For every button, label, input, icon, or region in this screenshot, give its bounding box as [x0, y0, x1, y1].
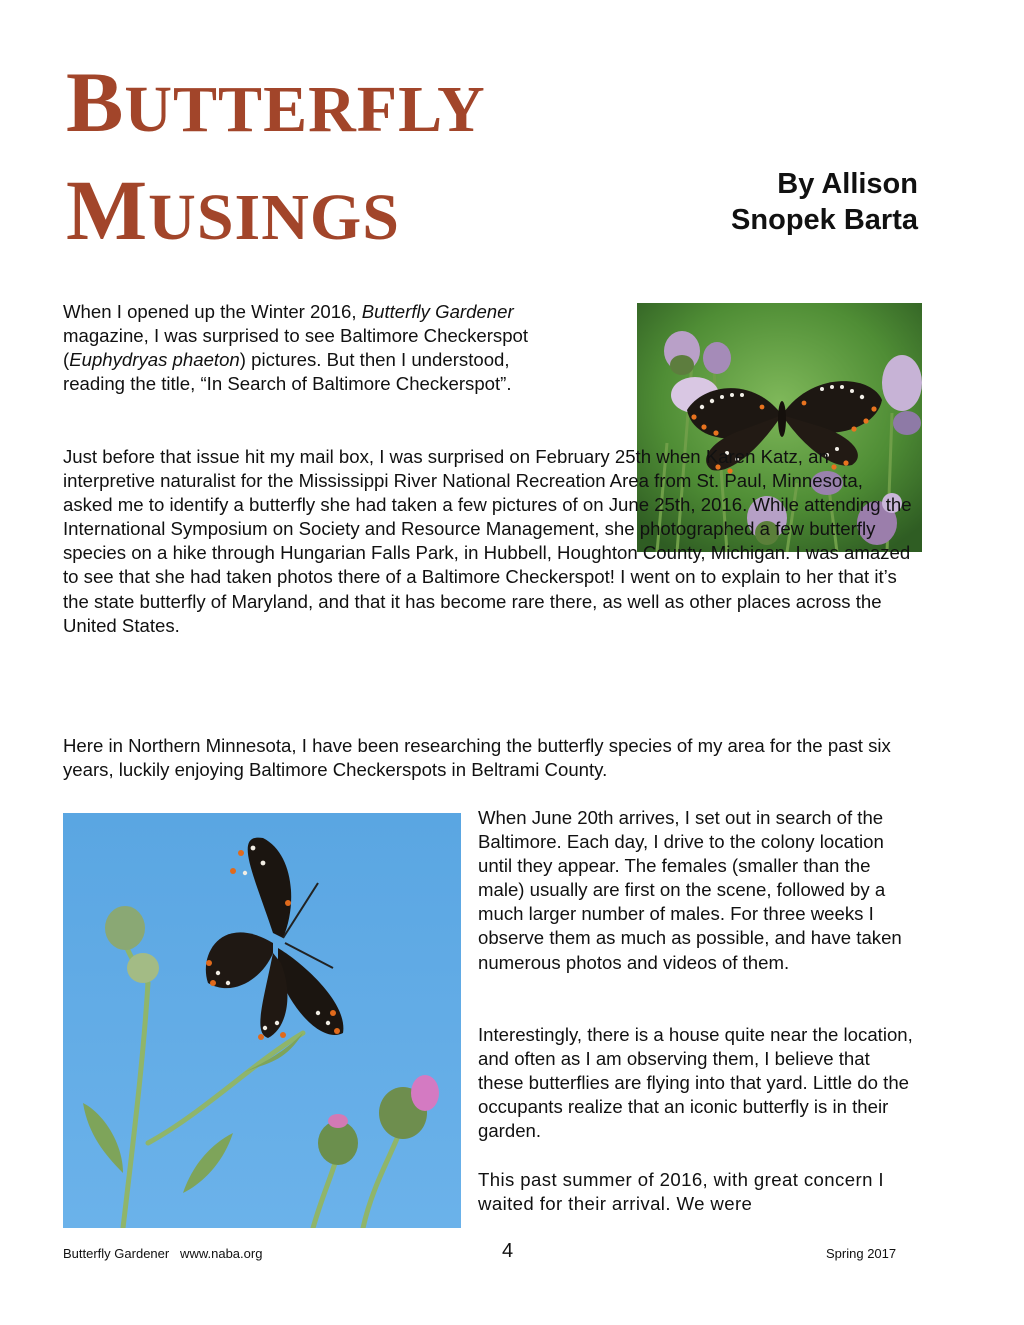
paragraph-6: This past summer of 2016, with great concern I waited for their arrival. We were: [478, 1169, 884, 1215]
article-title: [66, 52, 486, 268]
paragraph-2: Just before that issue hit my mail box, I was surprised on February 25th when Karen Katz, an interpretive naturalist for the Mississippi River National Recreation Area from St. Paul, Minnesota, asked me to identify a butterfly she had taken a few pictures of on June 25th, 2016. While attending the International Symposium on Society and Resource Management, she photographed a few butterfly species on a hike through Hungarian Falls Park, in Hubbell, Houghton County, Michigan. I was amazed to see that she had taken photos there of a Baltimore Checkerspot! I went on to explain to her that it’s the state butterfly of Maryland, and that it has become rare there, as well as other places across the United States.: [63, 446, 912, 636]
page-number: 4: [502, 1240, 514, 1262]
paragraph-5: Interestingly, there is a house quite near the location, and often as I am observing them, I believe that these butterflies are flying into that yard. Little do the occupants realize that an iconic butterfly is in their garden.: [478, 1024, 913, 1142]
sky-photo-illustration: [63, 813, 461, 1228]
paragraph-4: When June 20th arrives, I set out in search of the Baltimore. Each day, I drive to the colony location until they appear. The females (smaller than the male) usually are first on the scene, followed by a much larger number of males. For three weeks I observe them as much as possible, and have taken numerous photos and videos of them.: [478, 807, 902, 973]
footer-left: Butterfly Gardener www.naba.org: [63, 1246, 263, 1261]
paragraph-1: When I opened up the Winter 2016, Butterfly Gardener magazine, I was surprised to see Baltimore Checkerspot (Euphydryas phaeton) pictures. But then I understood, reading the title, “In Search of Baltimore Checkerspot”.: [63, 301, 529, 395]
footer-right: Spring 2017: [826, 1246, 897, 1261]
byline-line-2: Snopek Barta: [731, 204, 918, 236]
title-line-2: MUSINGS: [66, 162, 400, 258]
paragraph-3: Here in Northern Minnesota, I have been researching the butterfly species of my area for the past six years, luckily enjoying Baltimore Checkerspots in Beltrami County.: [63, 735, 891, 781]
byline: [731, 166, 918, 238]
magazine-title: Butterfly Gardener: [361, 301, 514, 322]
title-line-1: BUTTERFLY: [66, 54, 486, 150]
byline-line-1: By Allison: [777, 168, 918, 200]
photo-butterfly-blue-sky: [63, 813, 461, 1228]
species-name: Euphydryas phaeton: [69, 349, 240, 371]
